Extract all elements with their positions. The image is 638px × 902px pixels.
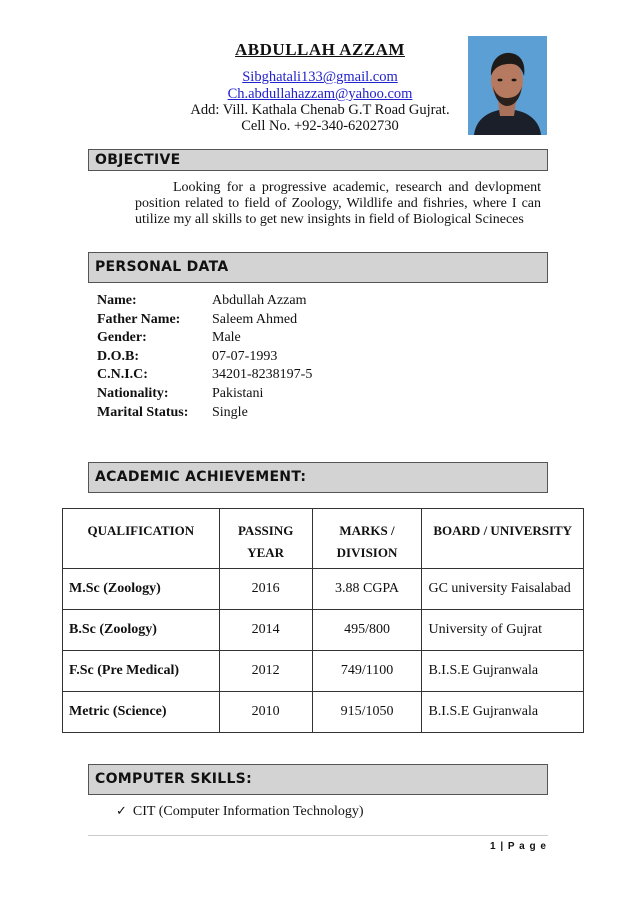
personal-row-cnic <box>97 366 312 384</box>
cell-year: 2016 <box>219 569 312 610</box>
skill-item <box>116 804 364 820</box>
cell-board: B.I.S.E Gujranwala <box>422 692 584 733</box>
table-row <box>63 651 584 692</box>
cell-marks: 915/1050 <box>312 692 422 733</box>
cell-marks: 495/800 <box>312 610 422 651</box>
column-header: PASSING YEAR <box>219 509 312 569</box>
academic-table <box>62 508 584 733</box>
column-header: MARKS / DIVISION <box>312 509 422 569</box>
table-header-row <box>63 509 584 569</box>
personal-label: Name: <box>97 293 137 308</box>
cell-marks: 3.88 CGPA <box>312 569 422 610</box>
email-link-1[interactable]: Sibghatali133@gmail.com <box>242 69 398 85</box>
personal-value: 07-07-1993 <box>212 349 278 364</box>
cell-qualification: F.Sc (Pre Medical) <box>63 651 220 692</box>
cell-number: Cell No. +92-340-6202730 <box>241 118 399 134</box>
objective-heading: OBJECTIVE <box>88 149 548 171</box>
objective-text: Looking for a progressive academic, research and devlopment position related to field of Zoology, Wildlife and fishries, where I can utilize my all skills to get new insights in field of Biological Scineces <box>135 180 541 227</box>
personal-value: Abdullah Azzam <box>212 293 307 308</box>
personal-label: Marital Status: <box>97 405 189 420</box>
profile-photo <box>468 36 547 135</box>
academic-heading: ACADEMIC ACHIEVEMENT: <box>88 462 548 493</box>
computer-skills-heading: COMPUTER SKILLS: <box>88 764 548 795</box>
cell-qualification: M.Sc (Zoology) <box>63 569 220 610</box>
personal-label: C.N.I.C: <box>97 367 148 382</box>
personal-value: 34201-8238197-5 <box>212 367 313 382</box>
cell-board: B.I.S.E Gujranwala <box>422 651 584 692</box>
personal-value: Pakistani <box>212 386 264 401</box>
personal-row-father <box>97 311 297 329</box>
cell-board: University of Gujrat <box>422 610 584 651</box>
personal-value: Single <box>212 405 248 420</box>
cell-year: 2012 <box>219 651 312 692</box>
personal-row-marital <box>97 404 248 422</box>
personal-row-nationality <box>97 385 263 403</box>
column-header: QUALIFICATION <box>63 509 220 569</box>
cell-year: 2010 <box>219 692 312 733</box>
address: Add: Vill. Kathala Chenab G.T Road Gujrat. <box>190 102 450 118</box>
table-row <box>63 569 584 610</box>
table-row <box>63 610 584 651</box>
personal-label: Gender: <box>97 330 147 345</box>
personal-value: Saleem Ahmed <box>212 312 298 327</box>
personal-label: Nationality: <box>97 386 169 401</box>
page-number: 1 | P a g e <box>490 841 547 852</box>
personal-row-gender <box>97 329 241 347</box>
table-row <box>63 692 584 733</box>
cell-year: 2014 <box>219 610 312 651</box>
column-header: BOARD / UNIVERSITY <box>422 509 584 569</box>
candidate-name: ABDULLAH AZZAM <box>235 40 405 59</box>
cell-qualification: Metric (Science) <box>63 692 220 733</box>
personal-row-name <box>97 292 306 310</box>
checkmark-icon: ✓ <box>116 804 127 819</box>
email-line-2 <box>160 86 480 103</box>
skill-label: CIT (Computer Information Technology) <box>132 804 364 819</box>
personal-label: Father Name: <box>97 312 181 327</box>
personal-value: Male <box>212 330 241 345</box>
cell-marks: 749/1100 <box>312 651 422 692</box>
personal-row-dob <box>97 348 277 366</box>
email-link-2[interactable]: Ch.abdullahazzam@yahoo.com <box>227 86 413 102</box>
email-line-1 <box>160 69 480 86</box>
cell-qualification: B.Sc (Zoology) <box>63 610 220 651</box>
personal-data-heading: PERSONAL DATA <box>88 252 548 283</box>
footer-divider <box>88 835 548 836</box>
personal-label: D.O.B: <box>97 349 139 364</box>
cell-board: GC university Faisalabad <box>422 569 584 610</box>
